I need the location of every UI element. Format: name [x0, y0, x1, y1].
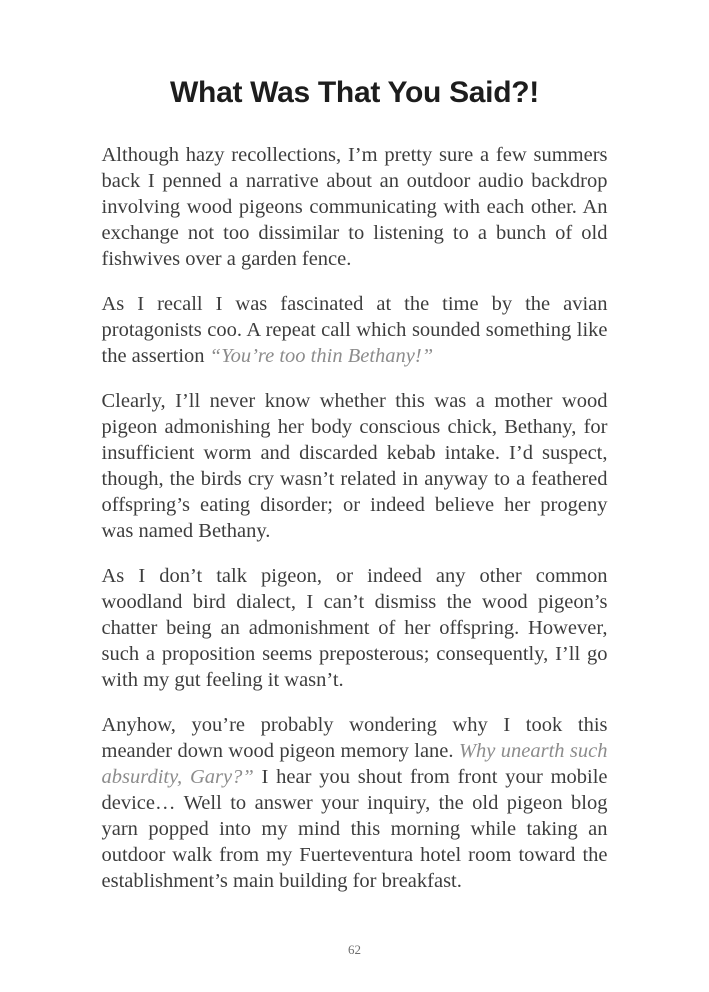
paragraph-text: I hear you shout from front your mobile device… Well to answer your inquiry, the old pigeon blog yarn popped into my mind this morning while taking an outdoor walk from my Fuerteventura hotel room toward the establishment’s main building for breakfast. — [101, 766, 608, 892]
quote-text: Why unearth such absurdity, Gary?” — [101, 740, 608, 788]
paragraph-text: As I recall I was fascinated at the time by the avian protagonists coo. A repeat call which sounded something like the assertion — [101, 293, 608, 367]
paragraph-text: Although hazy recollections, I’m pretty sure a few summers back I penned a narrative about an outdoor audio backdrop involving wood pigeons communicating with each other. An exchange not too dissimilar to listening to a bunch of old fishwives over a garden fence. — [101, 144, 608, 270]
page-number: 62 — [348, 942, 361, 957]
paragraph — [102, 563, 608, 693]
quote-text: “You’re too thin Bethany!” — [209, 345, 434, 367]
paragraph — [102, 388, 608, 544]
paragraph — [102, 291, 608, 369]
paragraph-text: As I don’t talk pigeon, or indeed any other common woodland bird dialect, I can’t dismiss the wood pigeon’s chatter being an admonishment of her offspring. However, such a proposition seems preposterous; consequently, I’ll go with my gut feeling it wasn’t. — [101, 565, 608, 691]
paragraph — [102, 712, 608, 894]
paragraph-text: Clearly, I’ll never know whether this was a mother wood pigeon admonishing her body conscious chick, Bethany, for insufficient worm and discarded kebab intake. I’d suspect, though, the birds cry wasn’t related in anyway to a feathered offspring’s eating disorder; or indeed believe her progeny was named Bethany. — [101, 390, 608, 542]
paragraph — [102, 142, 608, 272]
document-body — [102, 142, 608, 894]
paragraph-text: Anyhow, you’re probably wondering why I took this meander down wood pigeon memory lane. — [101, 714, 608, 762]
page-title: What Was That You Said?! — [170, 76, 539, 109]
